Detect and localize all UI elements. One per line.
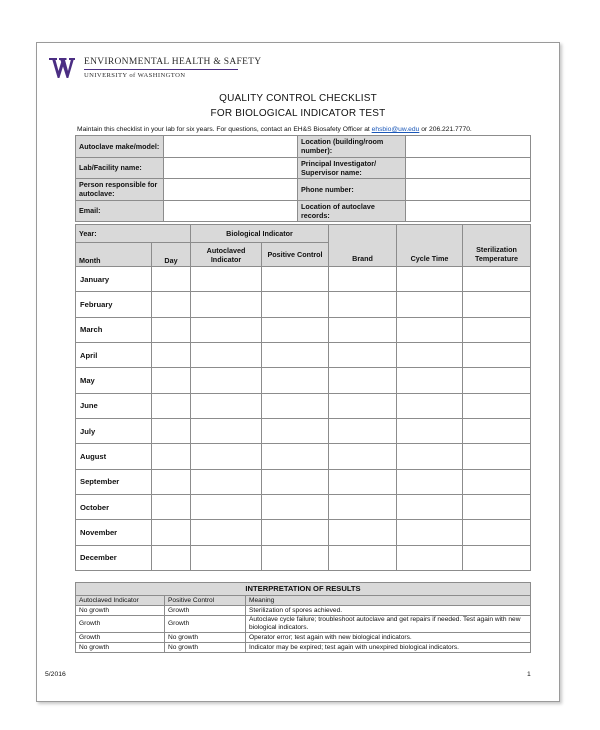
positive-control-cell[interactable]	[262, 469, 329, 494]
interp-cell: Indicator may be expired; test again with unexpired biological indicators.	[246, 643, 531, 653]
month-row	[76, 545, 531, 570]
interp-cell: No growth	[76, 606, 165, 616]
sterilization-temperature-cell[interactable]	[463, 267, 531, 292]
autoclaved-indicator-cell[interactable]	[191, 469, 262, 494]
cycle-time-cell[interactable]	[397, 419, 463, 444]
interp-cell: Growth	[165, 606, 246, 616]
lab-name-field[interactable]	[164, 157, 298, 179]
interp-cell: Autoclave cycle failure; troubleshoot autoclave and get repairs if needed. Test again with new biological indicators.	[246, 616, 531, 633]
autoclaved-indicator-cell[interactable]	[191, 520, 262, 545]
autoclaved-indicator-cell[interactable]	[191, 343, 262, 368]
month-row	[76, 267, 531, 292]
interp-row	[76, 643, 531, 653]
intro-text	[77, 126, 472, 133]
month-row	[76, 495, 531, 520]
month-header: Month	[76, 243, 152, 267]
interp-header-meaning: Meaning	[246, 596, 531, 606]
uw-w-logo-icon	[49, 57, 75, 79]
sterilization-temperature-cell[interactable]	[463, 545, 531, 570]
month-row	[76, 317, 531, 342]
day-cell[interactable]	[152, 267, 191, 292]
sterilization-temperature-cell[interactable]	[463, 444, 531, 469]
brand-cell[interactable]	[329, 520, 397, 545]
month-row	[76, 292, 531, 317]
month-label: January	[76, 267, 152, 292]
positive-control-cell[interactable]	[262, 393, 329, 418]
brand-cell[interactable]	[329, 495, 397, 520]
page-title-line2: FOR BIOLOGICAL INDICATOR TEST	[210, 108, 386, 119]
brand-header: Brand	[329, 225, 397, 267]
day-header: Day	[152, 243, 191, 267]
autoclaved-indicator-cell[interactable]	[191, 444, 262, 469]
month-label: October	[76, 495, 152, 520]
day-cell[interactable]	[152, 469, 191, 494]
day-cell[interactable]	[152, 495, 191, 520]
sterilization-temperature-cell[interactable]	[463, 343, 531, 368]
page-number: 1	[527, 671, 531, 678]
records-location-field[interactable]	[406, 200, 531, 222]
day-cell[interactable]	[152, 317, 191, 342]
positive-control-cell[interactable]	[262, 545, 329, 570]
positive-control-cell[interactable]	[262, 419, 329, 444]
autoclaved-indicator-cell[interactable]	[191, 495, 262, 520]
interp-cell: No growth	[165, 643, 246, 653]
location-field[interactable]	[406, 136, 531, 158]
cycle-time-cell[interactable]	[397, 292, 463, 317]
autoclaved-indicator-cell[interactable]	[191, 545, 262, 570]
cycle-time-cell[interactable]	[397, 444, 463, 469]
positive-control-cell[interactable]	[262, 343, 329, 368]
month-label: July	[76, 419, 152, 444]
brand-cell[interactable]	[329, 292, 397, 317]
autoclaved-indicator-cell[interactable]	[191, 419, 262, 444]
person-responsible-label: Person responsible for autoclave:	[76, 179, 164, 201]
phone-label: Phone number:	[298, 179, 406, 201]
positive-control-cell[interactable]	[262, 520, 329, 545]
day-cell[interactable]	[152, 419, 191, 444]
cycle-time-cell[interactable]	[397, 343, 463, 368]
brand-cell[interactable]	[329, 317, 397, 342]
month-row	[76, 368, 531, 393]
month-row	[76, 419, 531, 444]
positive-control-header: Positive Control	[262, 243, 329, 267]
month-label: May	[76, 368, 152, 393]
year-label: Year:	[76, 225, 191, 243]
records-location-label: Location of autoclave records:	[298, 200, 406, 222]
interp-cell: Sterilization of spores achieved.	[246, 606, 531, 616]
cycle-time-cell[interactable]	[397, 368, 463, 393]
document-page	[36, 42, 560, 702]
cycle-time-cell[interactable]	[397, 317, 463, 342]
month-row	[76, 520, 531, 545]
brand-cell[interactable]	[329, 444, 397, 469]
contact-email-link[interactable]: ehsbio@uw.edu	[371, 126, 420, 133]
interp-cell: Growth	[76, 633, 165, 643]
month-row	[76, 393, 531, 418]
positive-control-cell[interactable]	[262, 368, 329, 393]
org-name: ENVIRONMENTAL HEALTH & SAFETY	[84, 57, 262, 67]
interp-row	[76, 633, 531, 643]
autoclave-info-table	[75, 135, 531, 222]
month-label: December	[76, 545, 152, 570]
autoclaved-indicator-header: Autoclaved Indicator	[191, 243, 262, 267]
autoclaved-indicator-cell[interactable]	[191, 267, 262, 292]
brand-cell[interactable]	[329, 469, 397, 494]
cycle-time-cell[interactable]	[397, 545, 463, 570]
interp-cell: Growth	[165, 616, 246, 633]
day-cell[interactable]	[152, 520, 191, 545]
interp-header-positive: Positive Control	[165, 596, 246, 606]
location-label: Location (building/room number):	[298, 136, 406, 158]
interp-cell: Growth	[76, 616, 165, 633]
positive-control-cell[interactable]	[262, 444, 329, 469]
month-row	[76, 444, 531, 469]
email-field[interactable]	[164, 200, 298, 222]
sterilization-temperature-header: Sterilization Temperature	[463, 225, 531, 267]
sterilization-temperature-cell[interactable]	[463, 495, 531, 520]
positive-control-cell[interactable]	[262, 292, 329, 317]
sterilization-temperature-cell[interactable]	[463, 419, 531, 444]
sterilization-temperature-cell[interactable]	[463, 292, 531, 317]
cycle-time-cell[interactable]	[397, 393, 463, 418]
month-label: April	[76, 343, 152, 368]
logo-divider	[84, 69, 238, 70]
lab-name-label: Lab/Facility name:	[76, 157, 164, 179]
brand-cell[interactable]	[329, 393, 397, 418]
interpretation-table	[75, 582, 531, 653]
day-cell[interactable]	[152, 292, 191, 317]
day-cell[interactable]	[152, 343, 191, 368]
cycle-time-cell[interactable]	[397, 520, 463, 545]
university-name: UNIVERSITY of WASHINGTON	[84, 72, 186, 79]
positive-control-cell[interactable]	[262, 317, 329, 342]
cycle-time-cell[interactable]	[397, 267, 463, 292]
month-label: March	[76, 317, 152, 342]
sterilization-temperature-cell[interactable]	[463, 393, 531, 418]
email-label: Email:	[76, 200, 164, 222]
day-cell[interactable]	[152, 368, 191, 393]
phone-field[interactable]	[406, 179, 531, 201]
brand-cell[interactable]	[329, 267, 397, 292]
month-label: August	[76, 444, 152, 469]
intro-text-after: or 206.221.7770.	[419, 126, 472, 133]
intro-text-before: Maintain this checklist in your lab for six years. For questions, contact an EH&S Biosafety Officer at	[77, 126, 372, 133]
month-label: November	[76, 520, 152, 545]
autoclaved-indicator-cell[interactable]	[191, 292, 262, 317]
positive-control-cell[interactable]	[262, 495, 329, 520]
person-responsible-field[interactable]	[164, 179, 298, 201]
page-title-line1: QUALITY CONTROL CHECKLIST	[219, 93, 377, 104]
sterilization-temperature-cell[interactable]	[463, 469, 531, 494]
brand-cell[interactable]	[329, 343, 397, 368]
positive-control-cell[interactable]	[262, 267, 329, 292]
brand-cell[interactable]	[329, 419, 397, 444]
pi-label: Principal Investigator/ Supervisor name:	[298, 157, 406, 179]
interp-row	[76, 606, 531, 616]
interp-cell: No growth	[76, 643, 165, 653]
header-logo	[49, 57, 261, 80]
interp-row	[76, 616, 531, 633]
autoclaved-indicator-cell[interactable]	[191, 393, 262, 418]
month-label: June	[76, 393, 152, 418]
cycle-time-cell[interactable]	[397, 469, 463, 494]
day-cell[interactable]	[152, 545, 191, 570]
month-row	[76, 343, 531, 368]
month-label: February	[76, 292, 152, 317]
interp-header-autoclaved: Autoclaved Indicator	[76, 596, 165, 606]
month-row	[76, 469, 531, 494]
footer-date: 5/2016	[45, 671, 66, 678]
interp-cell: No growth	[165, 633, 246, 643]
interp-cell: Operator error; test again with new biological indicators.	[246, 633, 531, 643]
month-label: September	[76, 469, 152, 494]
sterilization-temperature-cell[interactable]	[463, 317, 531, 342]
brand-cell[interactable]	[329, 368, 397, 393]
cycle-time-header: Cycle Time	[397, 225, 463, 267]
autoclaved-indicator-cell[interactable]	[191, 368, 262, 393]
interpretation-title: INTERPRETATION OF RESULTS	[76, 583, 531, 596]
cycle-time-cell[interactable]	[397, 495, 463, 520]
autoclave-model-field[interactable]	[164, 136, 298, 158]
autoclaved-indicator-cell[interactable]	[191, 317, 262, 342]
sterilization-temperature-cell[interactable]	[463, 368, 531, 393]
sterilization-temperature-cell[interactable]	[463, 520, 531, 545]
brand-cell[interactable]	[329, 545, 397, 570]
biological-indicator-header: Biological Indicator	[191, 225, 329, 243]
day-cell[interactable]	[152, 393, 191, 418]
pi-field[interactable]	[406, 157, 531, 179]
autoclave-model-label: Autoclave make/model:	[76, 136, 164, 158]
indicator-log-table	[75, 224, 531, 571]
day-cell[interactable]	[152, 444, 191, 469]
